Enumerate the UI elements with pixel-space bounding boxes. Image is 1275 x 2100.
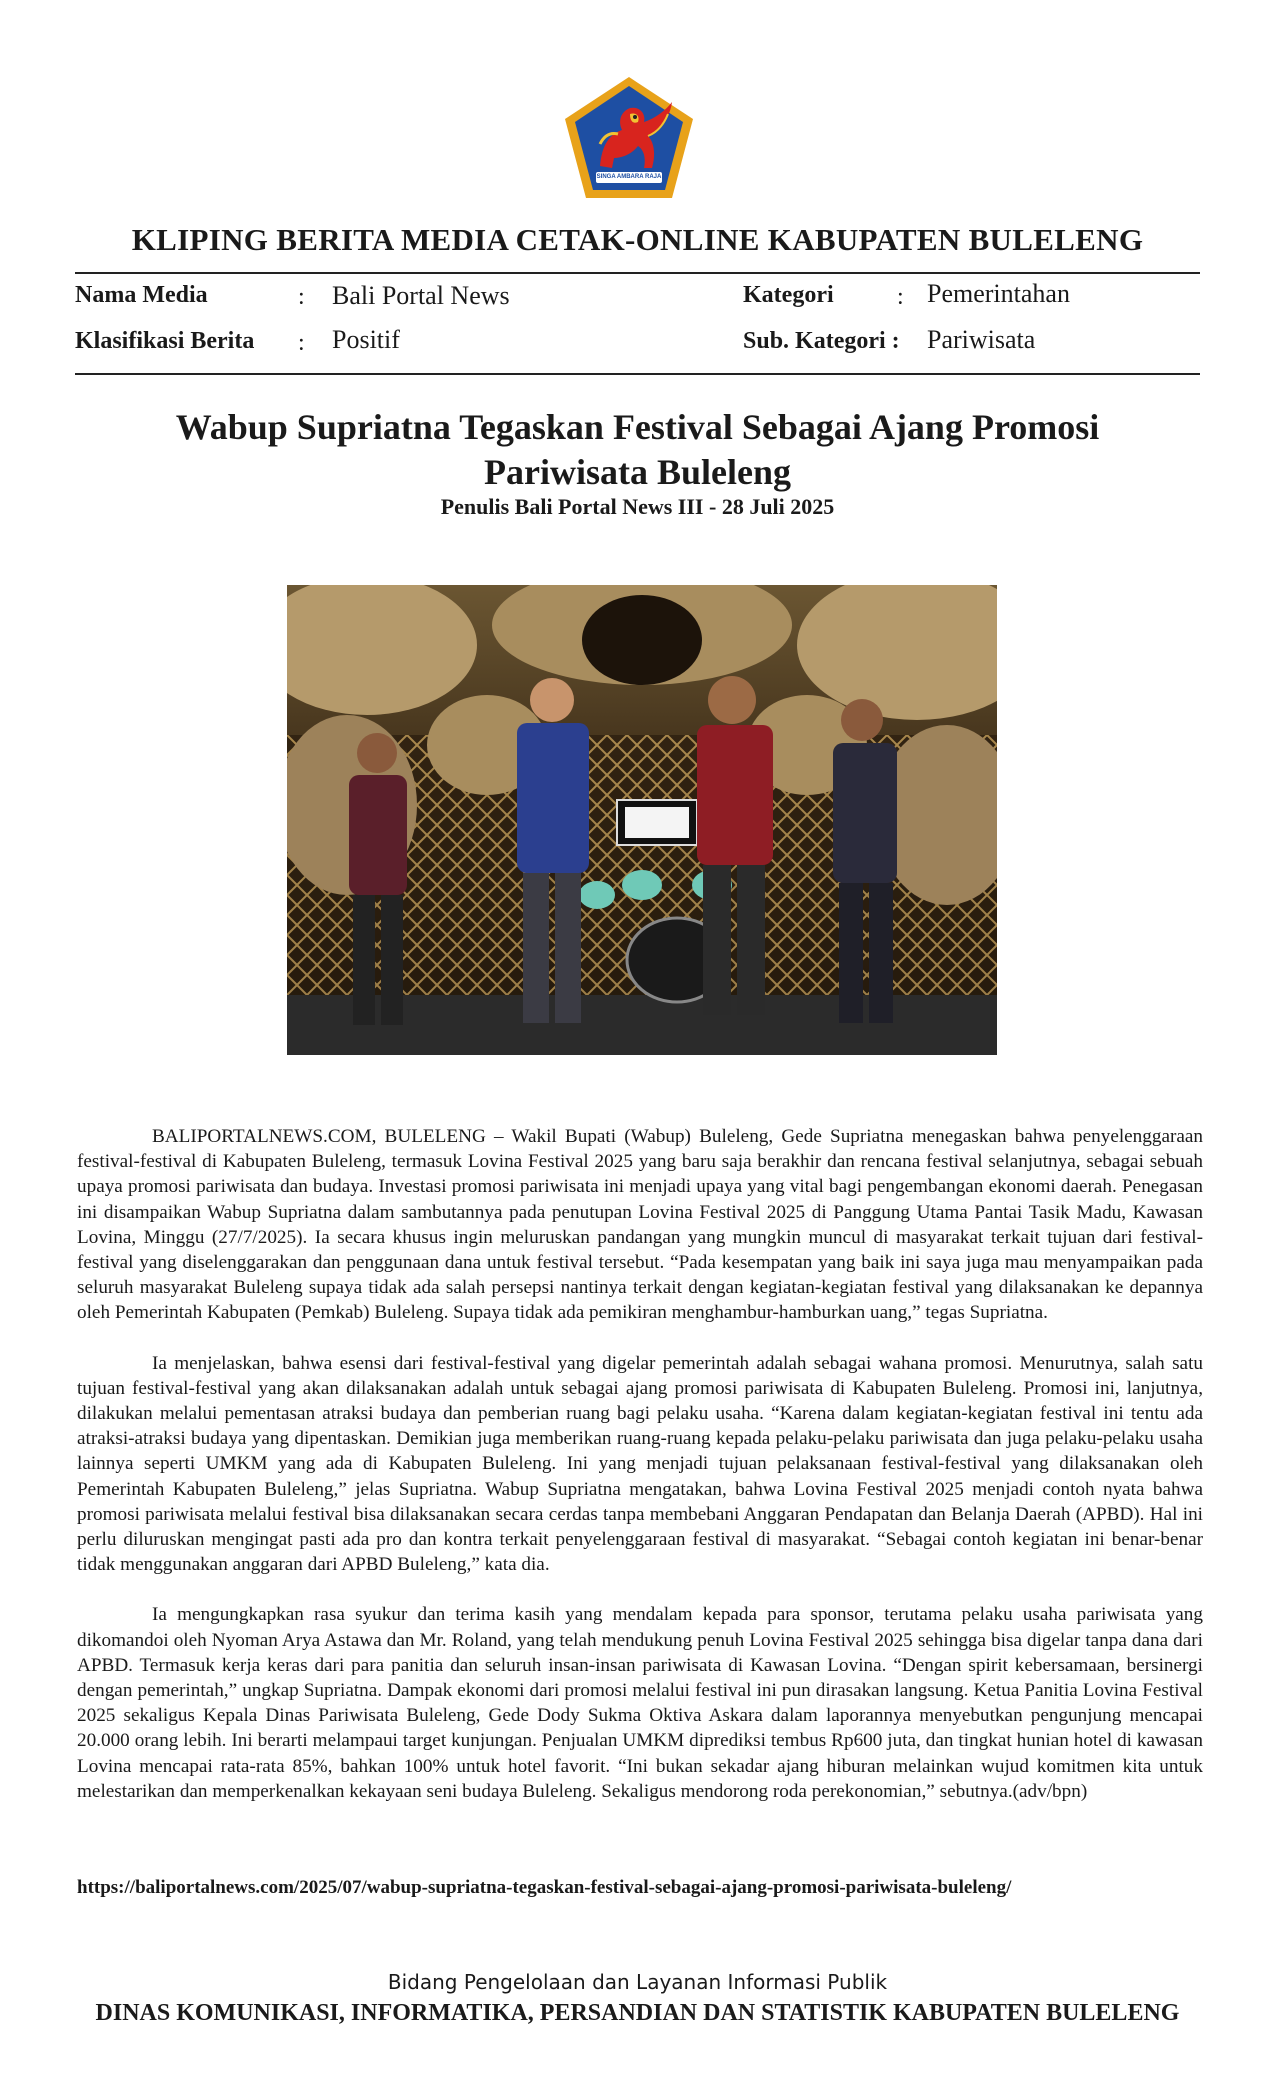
nama-media-value: Bali Portal News xyxy=(332,281,510,310)
article-body xyxy=(77,1124,1203,1829)
divider-bottom xyxy=(75,373,1200,375)
source-url: https://baliportalnews.com/2025/07/wabup-supriatna-tegaskan-festival-sebagai-ajang-promosi-pariwisata-buleleng/ xyxy=(77,1877,1012,1898)
nama-media-label: Nama Media xyxy=(75,282,208,308)
sub-kategori-label: Sub. Kategori : xyxy=(743,328,900,354)
article-byline: Penulis Bali Portal News III - 28 Juli 2025 xyxy=(440,494,835,519)
event-photo-icon xyxy=(287,585,997,1055)
colon: : xyxy=(897,284,904,310)
divider-top xyxy=(75,272,1200,274)
article-headline: Wabup Supriatna Tegaskan Festival Sebagai Ajang Promosi Pariwisata Buleleng xyxy=(175,407,1100,492)
colon: : xyxy=(298,330,305,356)
kategori-label: Kategori xyxy=(743,282,834,308)
article-paragraph: Ia menjelaskan, bahwa esensi dari festival-festival yang digelar pemerintah adalah sebagai wahana promosi. Menurutnya, salah satu tujuan festival-festival yang akan dilaksanakan adalah untuk sebagai ajang promosi pariwisata di Kabupaten Buleleng. Promosi ini, lanjutnya, dilakukan melalui pementasan atraksi budaya dan pemberian ruang bagi pelaku usaha. “Karena dalam kegiatan-kegiatan festival ini tentu ada atraksi-atraksi budaya yang dipentaskan. Demikian juga memberikan ruang-ruang kepada pelaku-pelaku pariwisata dan juga pelaku-pelaku usaha lainnya seperti UMKM yang ada di Kabupaten Buleleng. Ini yang menjadi tujuan pelaksanaan festival-festival yang dilaksanakan oleh Pemerintah Kabupaten Buleleng,” jelas Supriatna. Wabup Supriatna mengatakan, bahwa Lovina Festival 2025 menjadi contoh nyata bahwa promosi pariwisata melalui festival bisa dilaksanakan secara cerdas tanpa membebani Anggaran Pendapatan dan Belanja Daerah (APBD). Hal ini perlu diluruskan mengingat pasti ada pro dan kontra terkait penyelenggaraan festival di masyarakat. “Sebagai contoh kegiatan ini benar-benar tidak menggunakan anggaran dari APBD Buleleng,” kata dia. xyxy=(77,1352,1203,1576)
article-paragraph: BALIPORTALNEWS.COM, BULELENG – Wakil Bupati (Wabup) Buleleng, Gede Supriatna menegaskan bahwa penyelenggaraan festival-festival di Kabupaten Buleleng, termasuk Lovina Festival 2025 yang baru saja berakhir dan rencana festival selanjutnya, sebagai sebuah upaya promosi pariwisata dan budaya. Investasi promosi pariwisata ini menjadi upaya yang vital bagi pengembangan ekonomi daerah. Penegasan ini disampaikan Wabup Supriatna dalam sambutannya pada penutupan Lovina Festival 2025 di Panggung Utama Pantai Tasik Madu, Kawasan Lovina, Minggu (27/7/2025). Ia secara khusus ingin meluruskan pandangan yang mungkin muncul di masyarakat terkait tujuan dari festival-festival yang diselenggarakan dan penggunaan dana untuk festival tersebut. “Pada kesempatan yang baik ini saya juga mau menyampaikan pada seluruh masyarakat Buleleng supaya tidak ada salah persepsi nantinya terkait dengan kegiatan-kegiatan festival yang dilaksanakan ke depannya oleh Pemerintah Kabupaten (Pemkab) Buleleng. Supaya tidak ada pemikiran menghambur-hamburkan uang,” tegas Supriatna. xyxy=(77,1126,1203,1324)
article-paragraph: Ia mengungkapkan rasa syukur dan terima kasih yang mendalam kepada para sponsor, terutama pelaku usaha pariwisata yang dikomandoi oleh Nyoman Arya Astawa dan Mr. Roland, yang telah mendukung penuh Lovina Festival 2025 sehingga bisa digelar tanpa dana dari APBD. Termasuk kerja keras dari para panitia dan seluruh insan-insan pariwisata di Kawasan Lovina. “Dengan spirit kebersamaan, bersinergi dengan pemerintah,” ungkap Supriatna. Dampak ekonomi dari promosi melalui festival ini pun dirasakan langsung. Ketua Panitia Lovina Festival 2025 sekaligus Kepala Dinas Pariwisata Buleleng, Gede Dody Sukma Oktiva Askara dalam laporannya menyebutkan pengunjung mencapai 20.000 orang lebih. Ini berarti melampaui target kunjungan. Penjualan UMKM diprediksi tembus Rp600 juta, dan tingkat hunian hotel di kawasan Lovina mencapai rata-rata 85%, bahkan 100% untuk hotel favorit. “Ini bukan sekadar ajang hiburan melainkan wujud komitmen kita untuk melestarikan dan memperkenalkan kekayaan seni budaya Buleleng. Sekaligus mendorong roda perekonomian,” sebutnya.(adv/bpn) xyxy=(77,1604,1203,1802)
logo-text: SINGA AMBARA RAJA xyxy=(596,174,662,180)
kategori-value: Pemerintahan xyxy=(927,279,1070,308)
sub-kategori-value: Pariwisata xyxy=(927,325,1036,354)
klasifikasi-value: Positif xyxy=(332,325,400,354)
singa-ambara-raja-emblem-icon xyxy=(560,74,698,202)
document-title: KLIPING BERITA MEDIA CETAK-ONLINE KABUPATEN BULELENG xyxy=(131,222,1144,257)
colon: : xyxy=(298,284,305,310)
footer-agency: DINAS KOMUNIKASI, INFORMATIKA, PERSANDIAN DAN STATISTIK KABUPATEN BULELENG xyxy=(95,2000,1180,2026)
klasifikasi-label: Klasifikasi Berita xyxy=(75,328,255,354)
footer-department: Bidang Pengelolaan dan Layanan Informasi Publik xyxy=(387,1970,888,1994)
